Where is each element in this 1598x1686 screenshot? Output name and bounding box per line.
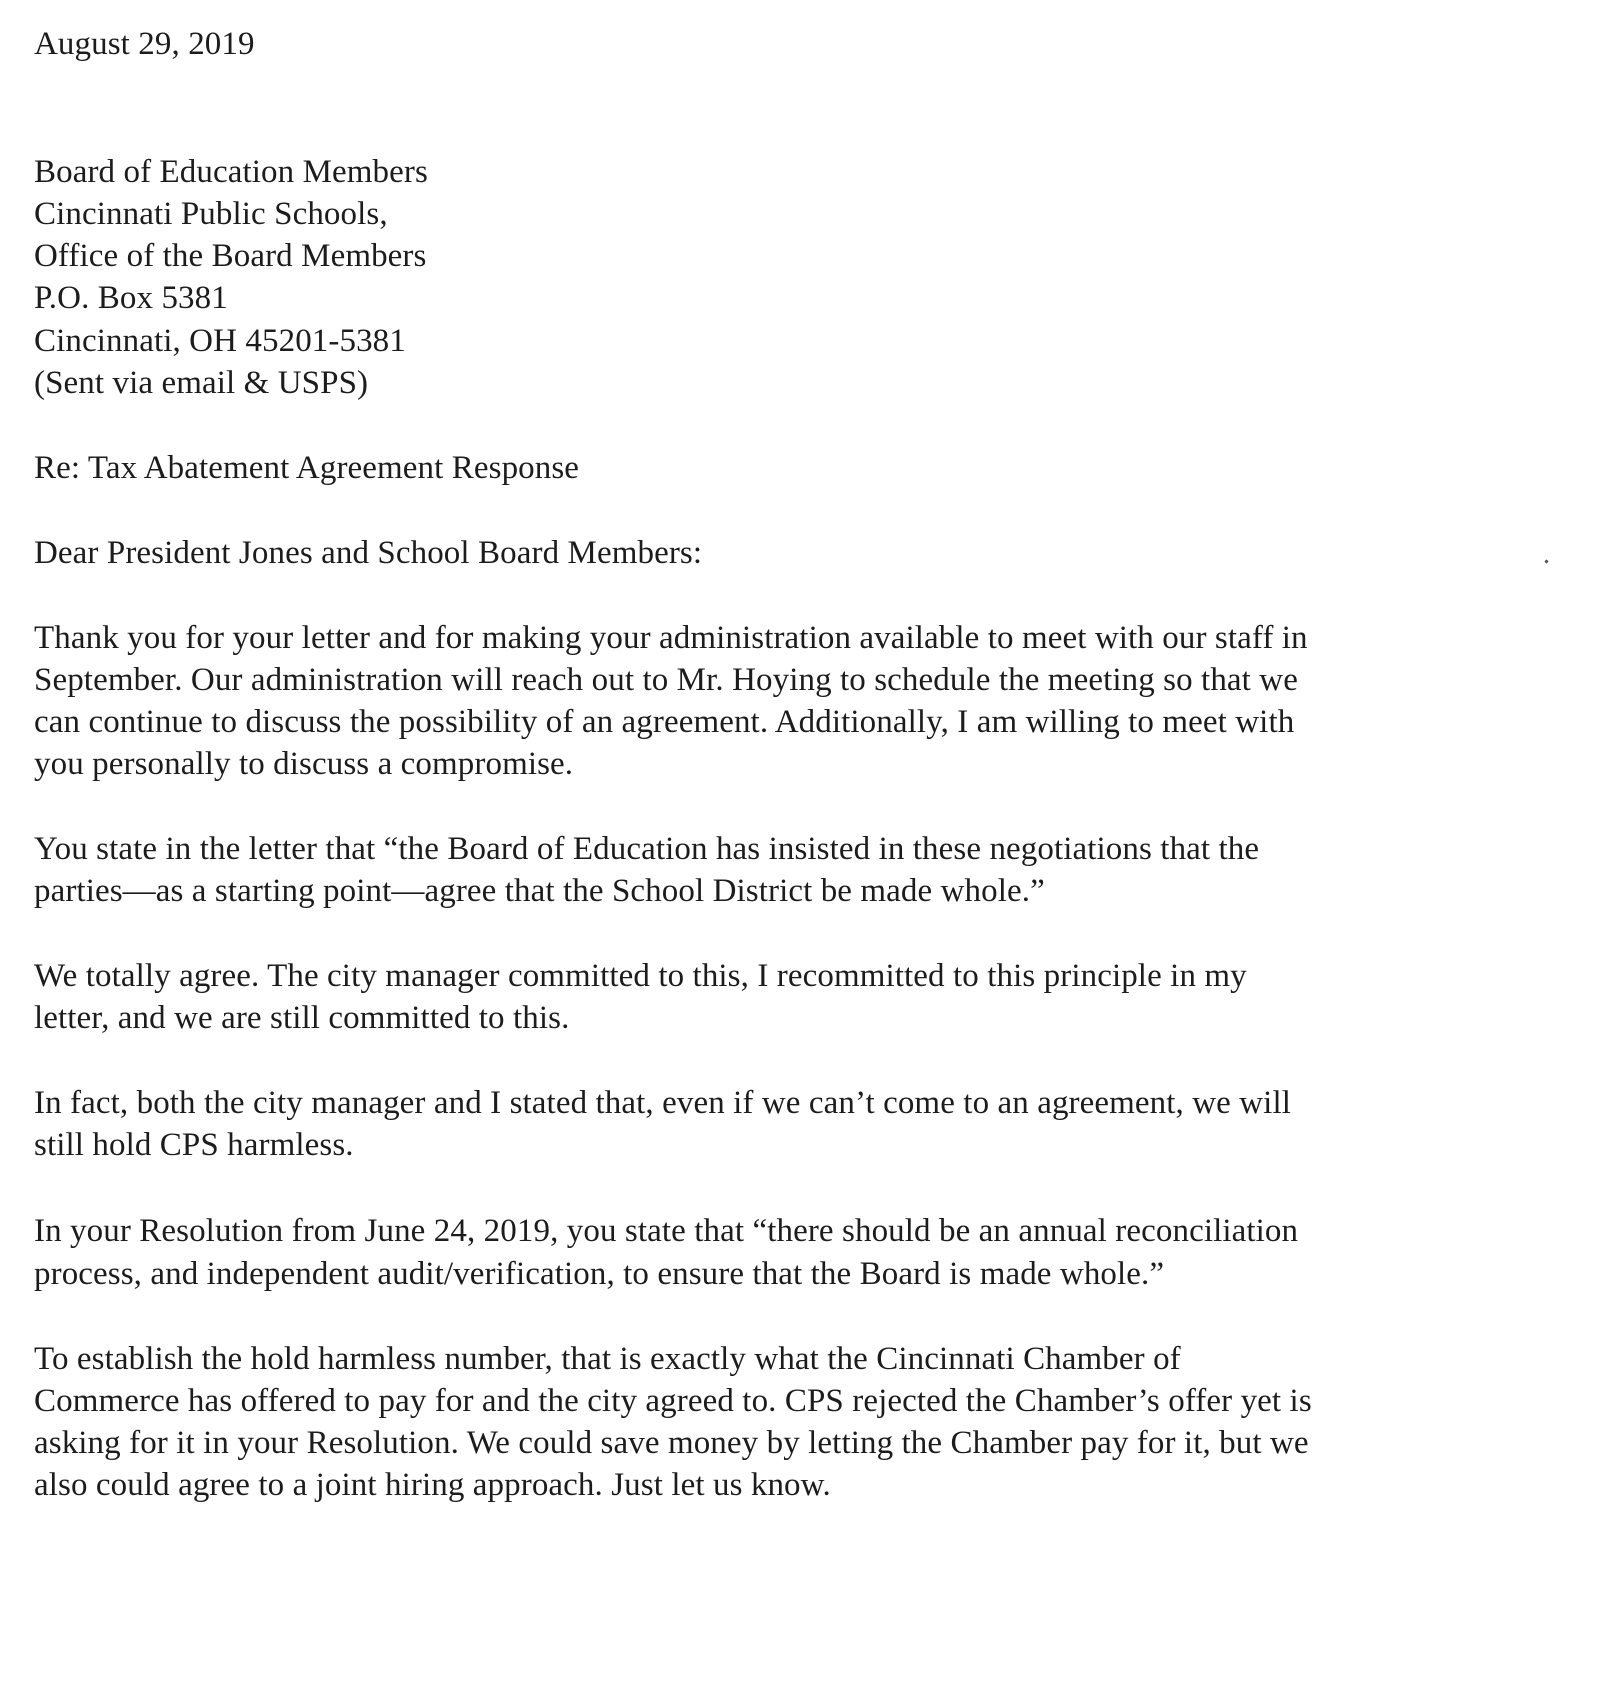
paragraph-line: You state in the letter that “the Board of Education has insisted in these negotiations that the <box>34 831 1260 867</box>
salutation: Dear President Jones and School Board Members: <box>34 535 703 571</box>
paragraph-line: letter, and we are still committed to this. <box>34 1000 570 1036</box>
paragraph-line: still hold CPS harmless. <box>34 1127 354 1163</box>
paragraph-line: can continue to discuss the possibility of an agreement. Additionally, I am willing to meet with <box>34 704 1295 740</box>
paragraph-line: Thank you for your letter and for making your administration available to meet with our staff in <box>34 620 1308 656</box>
paragraph-line: you personally to discuss a compromise. <box>34 746 574 782</box>
letter-date: August 29, 2019 <box>34 26 255 62</box>
subject-line: Re: Tax Abatement Agreement Response <box>34 450 580 486</box>
paragraph-line: also could agree to a joint hiring approach. Just let us know. <box>34 1467 831 1503</box>
recipient-line: Cincinnati Public Schools, <box>34 196 388 232</box>
recipient-line: Cincinnati, OH 45201-5381 <box>34 323 406 359</box>
recipient-line: P.O. Box 5381 <box>34 280 228 316</box>
paragraph-line: Commerce has offered to pay for and the city agreed to. CPS rejected the Chamber’s offer yet is <box>34 1383 1312 1419</box>
paragraph-line: parties—as a starting point—agree that the School District be made whole.” <box>34 873 1045 909</box>
paragraph-line: We totally agree. The city manager committed to this, I recommitted to this principle in my <box>34 958 1247 994</box>
paragraph-line: September. Our administration will reach out to Mr. Hoying to schedule the meeting so that we <box>34 662 1298 698</box>
recipient-line: Office of the Board Members <box>34 238 427 274</box>
paragraph-line: process, and independent audit/verification, to ensure that the Board is made whole.” <box>34 1256 1165 1292</box>
paragraph-line: In your Resolution from June 24, 2019, you state that “there should be an annual reconciliation <box>34 1213 1299 1249</box>
scan-speck <box>1544 559 1548 563</box>
paragraph-line: In fact, both the city manager and I stated that, even if we can’t come to an agreement, we will <box>34 1085 1291 1121</box>
paragraph-line: To establish the hold harmless number, that is exactly what the Cincinnati Chamber of <box>34 1341 1181 1377</box>
recipient-line: Board of Education Members <box>34 154 428 190</box>
recipient-line: (Sent via email & USPS) <box>34 365 369 401</box>
paragraph-line: asking for it in your Resolution. We could save money by letting the Chamber pay for it, but we <box>34 1425 1309 1461</box>
